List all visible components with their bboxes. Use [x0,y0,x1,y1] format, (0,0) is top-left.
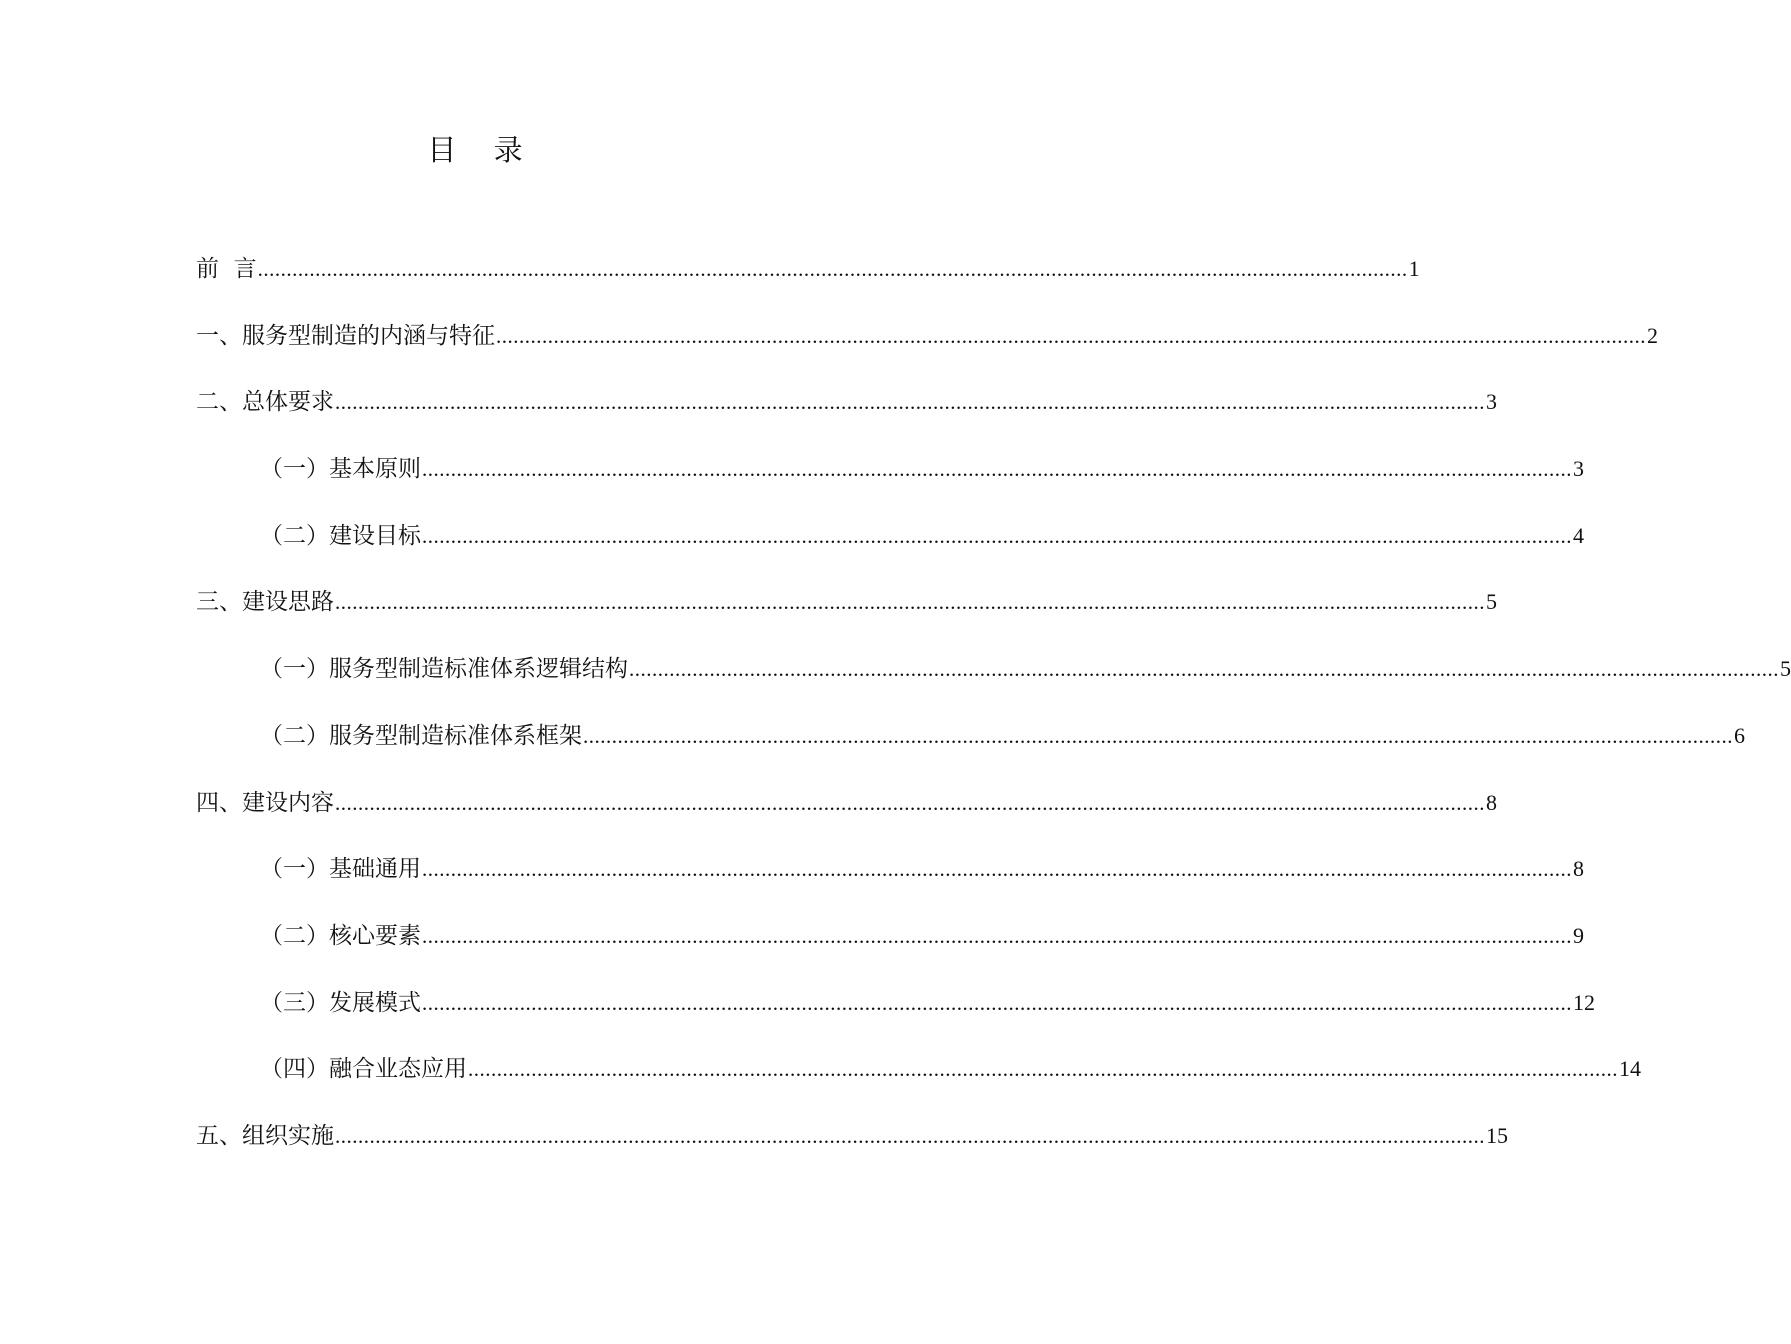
toc-entry-label: （三）发展模式 [260,989,421,1016]
toc-page-number: 6 [1734,722,1745,748]
toc-entry-label: （二）建设目标 [260,522,421,549]
toc-entry-label: 前 言 [196,256,257,282]
toc-dot-leader: ........................................................................................................................................................................................................ [583,723,1733,748]
toc-entry-section-4[interactable] [196,781,1497,848]
toc-dot-leader: ........................................................................................................................................................................................................ [468,1057,1618,1082]
toc-entry-label: 五、组织实施 [196,1122,334,1149]
toc-page-number: 3 [1486,389,1497,415]
toc-page-number: 4 [1573,522,1584,548]
toc-entry-label: （一）基础通用 [260,856,421,883]
toc-entry-section-4-3[interactable] [196,981,1595,1048]
toc-page-number: 15 [1486,1122,1508,1148]
toc-page-number: 2 [1647,322,1658,348]
toc-entry-section-2[interactable] [196,380,1497,447]
toc-entry-section-3-1[interactable] [196,647,1791,714]
toc-entry-section-4-4[interactable] [196,1047,1641,1114]
table-of-contents [196,247,1791,1181]
toc-entry-label: 三、建设思路 [196,589,334,616]
toc-dot-leader: ........................................................................................................................................................................................................ [496,323,1646,348]
toc-dot-leader: ........................................................................................................................................................................................................ [335,790,1485,815]
toc-page-number: 5 [1780,656,1791,682]
toc-dot-leader: ........................................................................................................................................................................................................ [335,390,1485,415]
toc-entry-section-4-2[interactable] [196,914,1584,981]
toc-entry-label: （一）服务型制造标准体系逻辑结构 [260,656,628,683]
toc-page-number: 12 [1573,989,1595,1015]
toc-page-number: 8 [1573,856,1584,882]
toc-entry-section-1[interactable] [196,314,1658,381]
toc-dot-leader: ........................................................................................................................................................................................................ [335,590,1485,615]
toc-entry-section-4-1[interactable] [196,847,1584,914]
toc-entry-preface[interactable] [196,247,1420,314]
toc-page-number: 14 [1619,1056,1641,1082]
toc-entry-label: （二）服务型制造标准体系框架 [260,722,582,749]
toc-entry-label: 一、服务型制造的内涵与特征 [196,322,495,349]
toc-page-number: 8 [1486,789,1497,815]
toc-dot-leader: ........................................................................................................................................................................................................ [257,257,1408,281]
toc-dot-leader: ........................................................................................................................................................................................................ [422,857,1572,882]
toc-entry-section-5[interactable] [196,1114,1508,1181]
toc-entry-label: 二、总体要求 [196,389,334,416]
toc-entry-label: （四）融合业态应用 [260,1056,467,1083]
toc-entry-section-3[interactable] [196,580,1497,647]
toc-dot-leader: ........................................................................................................................................................................................................ [422,457,1572,482]
toc-page-number: 1 [1408,256,1420,281]
toc-entry-label: 四、建设内容 [196,789,334,816]
toc-dot-leader: ........................................................................................................................................................................................................ [422,523,1572,548]
toc-dot-leader: ........................................................................................................................................................................................................ [629,657,1779,682]
toc-page-number: 9 [1573,922,1584,948]
toc-page-number: 3 [1573,456,1584,482]
toc-dot-leader: ........................................................................................................................................................................................................ [335,1123,1485,1148]
toc-entry-section-2-1[interactable] [196,447,1584,514]
toc-entry-label: （二）核心要素 [260,922,421,949]
toc-entry-label: （一）基本原则 [260,456,421,483]
toc-page-number: 5 [1486,589,1497,615]
page-title: 目 录 [427,133,537,167]
toc-entry-section-2-2[interactable] [196,514,1584,581]
toc-entry-section-3-2[interactable] [196,714,1745,781]
toc-dot-leader: ........................................................................................................................................................................................................ [422,990,1572,1015]
toc-dot-leader: ........................................................................................................................................................................................................ [422,923,1572,948]
